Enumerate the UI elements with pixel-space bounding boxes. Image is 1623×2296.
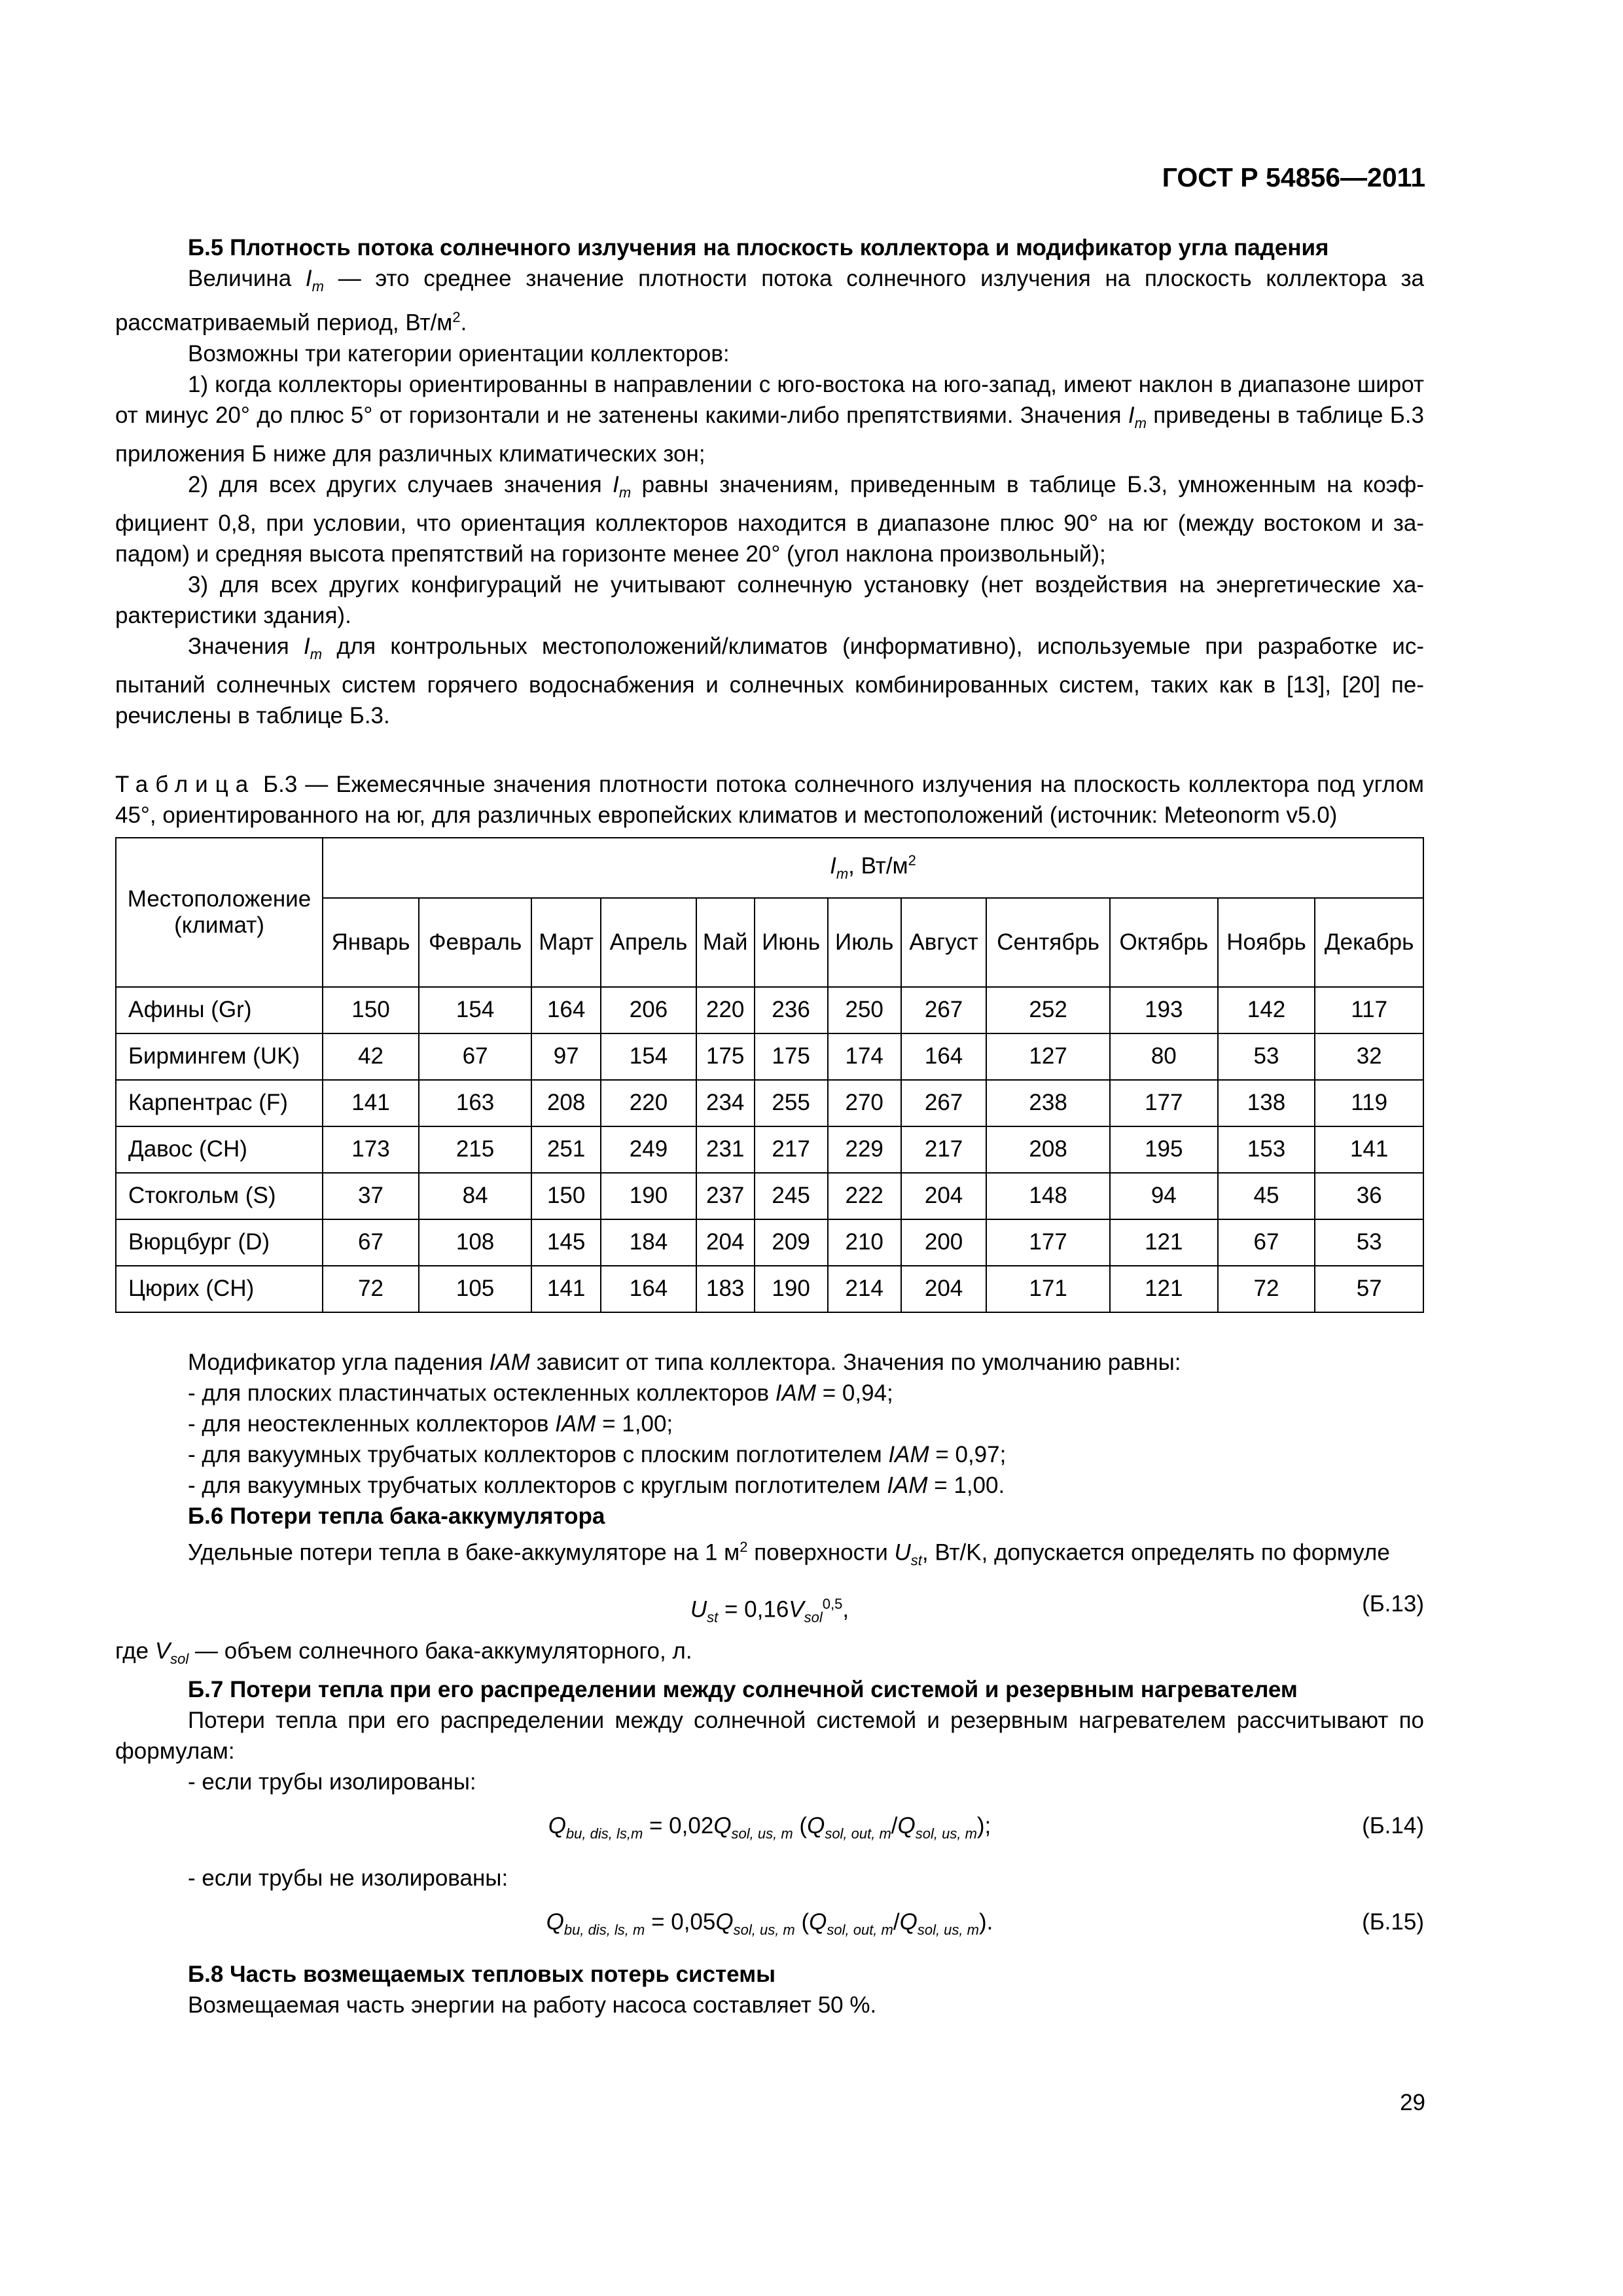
value-cell: 270 xyxy=(828,1080,901,1126)
value-cell: 184 xyxy=(601,1219,696,1266)
b5-paragraph-1: Величина $I_m$ — это среднее значение плотности потока солнечного излучения на плоскость коллектора за рассматриваемый период, $Вт/м^2$. xyxy=(115,266,1424,336)
location-cell: Цюрих (CH) xyxy=(116,1266,323,1312)
value-cell: 231 xyxy=(696,1126,755,1173)
value-cell: 119 xyxy=(1315,1080,1423,1126)
value-cell: 67 xyxy=(323,1219,419,1266)
location-cell: Бирмингем (UK) xyxy=(116,1033,323,1080)
value-cell: 121 xyxy=(1110,1266,1218,1312)
solar-irradiance-table xyxy=(115,837,1424,1313)
section-b7-heading: Б.7 Потери тепла при его распределении между солнечной системой и резервным нагревателем xyxy=(188,1677,1298,1703)
month-header: Август xyxy=(901,898,986,987)
value-cell: 57 xyxy=(1315,1266,1423,1312)
iam-list xyxy=(115,1378,1424,1501)
value-cell: 190 xyxy=(755,1266,828,1312)
location-cell: Давос (CH) xyxy=(116,1126,323,1173)
iam-list-item: - для вакуумных трубчатых коллекторов с плоским поглотителем IAM = 0,97; xyxy=(188,1441,1007,1467)
value-cell: 80 xyxy=(1110,1033,1218,1080)
table-row xyxy=(116,1173,1423,1219)
value-cell: 249 xyxy=(601,1126,696,1173)
value-cell: 175 xyxy=(755,1033,828,1080)
unit-header: $I_m$, $Вт/м^2$ xyxy=(323,838,1423,898)
b5-paragraph-6: Значения $I_m$ для контрольных местоположений/климатов (информативно), используемые при разработке испытаний солнечных систем горячего водоснабжения и солнечных комбинированных систем, таких как в [13], [20] перечислены в таблице Б.3. xyxy=(115,633,1425,728)
value-cell: 127 xyxy=(986,1033,1110,1080)
value-cell: 208 xyxy=(986,1126,1110,1173)
value-cell: 32 xyxy=(1315,1033,1423,1080)
value-cell: 220 xyxy=(601,1080,696,1126)
location-cell: Стокгольм (S) xyxy=(116,1173,323,1219)
month-header: Сентябрь xyxy=(986,898,1110,987)
location-header: Местоположение (климат) xyxy=(116,838,323,987)
value-cell: 173 xyxy=(323,1126,419,1173)
value-cell: 237 xyxy=(696,1173,755,1219)
value-cell: 150 xyxy=(323,987,419,1033)
location-cell: Афины (Gr) xyxy=(116,987,323,1033)
b6-where: где $V_{sol}$ — объем солнечного бака-аккумуляторного, л. xyxy=(115,1638,692,1668)
value-cell: 209 xyxy=(755,1219,828,1266)
month-header: Февраль xyxy=(419,898,531,987)
document-header: ГОСТ Р 54856—2011 xyxy=(1162,162,1425,192)
value-cell: 204 xyxy=(696,1219,755,1266)
b5-paragraph-2: Возможны три категории ориентации коллекторов: xyxy=(188,340,730,367)
value-cell: 164 xyxy=(601,1266,696,1312)
value-cell: 163 xyxy=(419,1080,531,1126)
value-cell: 141 xyxy=(323,1080,419,1126)
table-row xyxy=(116,1080,1423,1126)
month-header: Октябрь xyxy=(1110,898,1218,987)
value-cell: 72 xyxy=(323,1266,419,1312)
table-row xyxy=(116,1126,1423,1173)
formula-b13-number: (Б.13) xyxy=(1362,1591,1424,1617)
value-cell: 200 xyxy=(901,1219,986,1266)
value-cell: 175 xyxy=(696,1033,755,1080)
iam-list-item: - для плоских пластинчатых остекленных коллекторов IAM = 0,94; xyxy=(188,1380,893,1406)
value-cell: 67 xyxy=(1218,1219,1315,1266)
value-cell: 220 xyxy=(696,987,755,1033)
table-row xyxy=(116,987,1423,1033)
b7-case-not-insulated: - если трубы не изолированы: xyxy=(188,1865,508,1892)
iam-intro: Модификатор угла падения IAM зависит от типа коллектора. Значения по умолчанию равны: xyxy=(188,1349,1181,1375)
value-cell: 236 xyxy=(755,987,828,1033)
value-cell: 42 xyxy=(323,1033,419,1080)
value-cell: 150 xyxy=(531,1173,601,1219)
table-caption: Таблица Б.3 — Ежемесячные значения плотности потока солнечного излучения на плоскость коллектора под углом 45°, ориентированного на юг, для различных европейских климатов и местоположений (источник: Meteonorm v5.0) xyxy=(115,771,1424,828)
month-header: Июль xyxy=(828,898,901,987)
value-cell: 183 xyxy=(696,1266,755,1312)
value-cell: 208 xyxy=(531,1080,601,1126)
value-cell: 84 xyxy=(419,1173,531,1219)
value-cell: 145 xyxy=(531,1219,601,1266)
value-cell: 53 xyxy=(1218,1033,1315,1080)
month-header: Ноябрь xyxy=(1218,898,1315,987)
value-cell: 229 xyxy=(828,1126,901,1173)
month-header: Апрель xyxy=(601,898,696,987)
b5-paragraph-4: 2) для всех других случаев значения $I_m$ равны значениям, приведенным в таблице Б.3, умноженным на коэффициент 0,8, при условии, что ориентация коллекторов находится в диапазоне плюс 90° на юг (между востоком и западом) и средняя высота препятствий на горизонте менее 20° (угол наклона произвольный); xyxy=(115,471,1424,567)
value-cell: 195 xyxy=(1110,1126,1218,1173)
value-cell: 190 xyxy=(601,1173,696,1219)
value-cell: 108 xyxy=(419,1219,531,1266)
formula-b15 xyxy=(115,1893,1424,1959)
b7-paragraph-1: Потери тепла при его распределении между солнечной системой и резервным нагревателем рассчитывают по формулам: xyxy=(115,1708,1424,1765)
month-header: Март xyxy=(531,898,601,987)
section-b5-heading: Б.5 Плотность потока солнечного излучения на плоскость коллектора и модификатор угла падения xyxy=(188,235,1329,260)
b7-case-insulated: - если трубы изолированы: xyxy=(188,1769,476,1795)
value-cell: 204 xyxy=(901,1266,986,1312)
value-cell: 45 xyxy=(1218,1173,1315,1219)
table-row xyxy=(116,1033,1423,1080)
value-cell: 177 xyxy=(1110,1080,1218,1126)
formula-b14-expression: $Q_{bu, dis, ls,m} = 0,02Q_{sol, us, m}$ $(Q_{sol, out, m}/Q_{sol, us, m})$; xyxy=(548,1813,991,1842)
value-cell: 251 xyxy=(531,1126,601,1173)
b5-paragraph-5: 3) для всех других конфигураций не учитывают солнечную установку (нет воздействия на энергетические характеристики здания). xyxy=(115,571,1424,628)
value-cell: 142 xyxy=(1218,987,1315,1033)
value-cell: 164 xyxy=(531,987,601,1033)
value-cell: 154 xyxy=(601,1033,696,1080)
month-header: Май xyxy=(696,898,755,987)
value-cell: 193 xyxy=(1110,987,1218,1033)
section-b6-heading: Б.6 Потери тепла бака-аккумулятора xyxy=(188,1503,605,1529)
value-cell: 174 xyxy=(828,1033,901,1080)
table-row xyxy=(116,1219,1423,1266)
formula-b13-expression: $U_{st} = 0,16V_{sol}^{0,5}$, xyxy=(690,1596,849,1626)
value-cell: 97 xyxy=(531,1033,601,1080)
value-cell: 267 xyxy=(901,1080,986,1126)
value-cell: 141 xyxy=(531,1266,601,1312)
value-cell: 141 xyxy=(1315,1126,1423,1173)
value-cell: 267 xyxy=(901,987,986,1033)
value-cell: 222 xyxy=(828,1173,901,1219)
b8-paragraph-1: Возмещаемая часть энергии на работу насоса составляет 50 %. xyxy=(188,1992,877,2018)
value-cell: 117 xyxy=(1315,987,1423,1033)
value-cell: 153 xyxy=(1218,1126,1315,1173)
value-cell: 164 xyxy=(901,1033,986,1080)
value-cell: 148 xyxy=(986,1173,1110,1219)
value-cell: 177 xyxy=(986,1219,1110,1266)
page-number: 29 xyxy=(1400,2090,1425,2115)
value-cell: 238 xyxy=(986,1080,1110,1126)
formula-b15-expression: $Q_{bu, dis, ls, m} = 0,05Q_{sol, us, m}$ $(Q_{sol, out, m}/Q_{sol, us, m})$. xyxy=(546,1909,993,1939)
location-cell: Карпентрас (F) xyxy=(116,1080,323,1126)
iam-list-item: - для неостекленных коллекторов IAM = 1,00; xyxy=(188,1410,673,1437)
value-cell: 210 xyxy=(828,1219,901,1266)
value-cell: 217 xyxy=(901,1126,986,1173)
value-cell: 171 xyxy=(986,1266,1110,1312)
value-cell: 67 xyxy=(419,1033,531,1080)
value-cell: 204 xyxy=(901,1173,986,1219)
content-column xyxy=(115,232,1424,2020)
formula-b14-number: (Б.14) xyxy=(1362,1813,1424,1839)
value-cell: 138 xyxy=(1218,1080,1315,1126)
table-row xyxy=(116,1266,1423,1312)
value-cell: 250 xyxy=(828,987,901,1033)
value-cell: 215 xyxy=(419,1126,531,1173)
section-b8-heading: Б.8 Часть возмещаемых тепловых потерь системы xyxy=(188,1962,776,1988)
value-cell: 53 xyxy=(1315,1219,1423,1266)
value-cell: 154 xyxy=(419,987,531,1033)
formula-b15-number: (Б.15) xyxy=(1362,1909,1424,1935)
b5-paragraph-3: 1) когда коллекторы ориентированны в направлении с юго-востока на юго-запад, имеют наклон в диапазоне широт от минус 20° до плюс 5° от горизонтали и не затенены какими-либо препятствиями. Значения $I_m$ приведены в таблице Б.3 приложения Б ниже для различных климатических зон; xyxy=(115,371,1424,467)
value-cell: 214 xyxy=(828,1266,901,1312)
b6-paragraph-1: Удельные потери тепла в баке-аккумуляторе на 1 $м^2$ поверхности $U_{st}$, Вт/K, допускается определять по формуле xyxy=(188,1538,1390,1569)
month-header: Декабрь xyxy=(1315,898,1423,987)
value-cell: 105 xyxy=(419,1266,531,1312)
value-cell: 217 xyxy=(755,1126,828,1173)
value-cell: 206 xyxy=(601,987,696,1033)
value-cell: 37 xyxy=(323,1173,419,1219)
value-cell: 252 xyxy=(986,987,1110,1033)
formula-b14 xyxy=(115,1797,1424,1863)
value-cell: 245 xyxy=(755,1173,828,1219)
location-cell: Вюрцбург (D) xyxy=(116,1219,323,1266)
month-header: Июнь xyxy=(755,898,828,987)
value-cell: 255 xyxy=(755,1080,828,1126)
value-cell: 36 xyxy=(1315,1173,1423,1219)
formula-b13 xyxy=(115,1575,1424,1636)
table-body xyxy=(116,987,1423,1312)
value-cell: 234 xyxy=(696,1080,755,1126)
month-header: Январь xyxy=(323,898,419,987)
value-cell: 121 xyxy=(1110,1219,1218,1266)
value-cell: 94 xyxy=(1110,1173,1218,1219)
iam-list-item: - для вакуумных трубчатых коллекторов с круглым поглотителем IAM = 1,00. xyxy=(188,1472,1005,1498)
value-cell: 72 xyxy=(1218,1266,1315,1312)
